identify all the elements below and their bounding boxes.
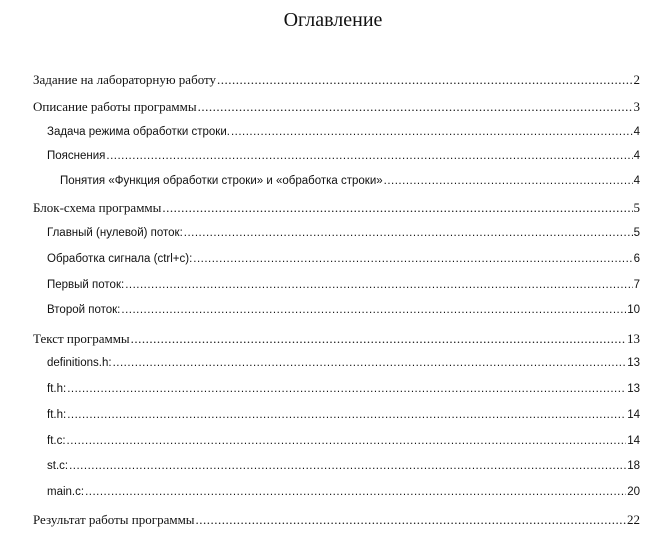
toc-entry[interactable] bbox=[47, 304, 640, 322]
toc-entry-label: main.c: bbox=[47, 486, 85, 498]
toc-dot-leader bbox=[131, 331, 626, 347]
toc-entry-page: 22 bbox=[627, 512, 640, 527]
toc-entry-label: definitions.h: bbox=[47, 357, 112, 369]
toc-dot-leader bbox=[113, 357, 627, 369]
toc-entry[interactable] bbox=[33, 72, 640, 90]
toc-entry-label: Пояснения bbox=[47, 150, 106, 162]
toc-entry[interactable] bbox=[47, 409, 640, 427]
toc-entry[interactable] bbox=[47, 253, 640, 271]
toc-dot-leader bbox=[384, 175, 633, 187]
toc-entry-page: 5 bbox=[633, 227, 640, 239]
toc-dot-leader bbox=[69, 460, 626, 472]
toc-entry-label: Задание на лабораторную работу bbox=[33, 72, 217, 87]
toc-entry-page: 4 bbox=[633, 175, 640, 187]
toc-dot-leader bbox=[162, 200, 632, 216]
toc-entry-page: 13 bbox=[627, 357, 640, 369]
toc-entry-label: Описание работы программы bbox=[33, 99, 197, 114]
toc-entry-label: Блок-схема программы bbox=[33, 200, 162, 215]
toc-entry[interactable] bbox=[47, 227, 640, 245]
toc-entry[interactable] bbox=[47, 460, 640, 478]
toc-entry[interactable] bbox=[47, 150, 640, 168]
toc-entry-label: Понятия «Функция обработки строки» и «обработка строки» bbox=[60, 175, 383, 187]
toc-entry-page: 18 bbox=[627, 460, 640, 472]
toc-entry[interactable] bbox=[47, 279, 640, 297]
toc-entry[interactable] bbox=[47, 357, 640, 375]
page-title: Оглавление bbox=[283, 9, 383, 31]
toc-entry-page: 20 bbox=[627, 486, 640, 498]
toc-dot-leader bbox=[217, 72, 632, 88]
toc-entry-label: ft.c: bbox=[47, 435, 66, 447]
toc-entry-label: ft.h: bbox=[47, 383, 67, 395]
toc-entry[interactable] bbox=[47, 486, 640, 504]
toc-entry[interactable] bbox=[33, 200, 640, 218]
toc-entry-page: 5 bbox=[633, 200, 640, 215]
toc-entry-page: 3 bbox=[633, 99, 640, 114]
toc-entry[interactable] bbox=[47, 435, 640, 453]
toc-dot-leader bbox=[121, 304, 626, 316]
toc-entry-label: Главный (нулевой) поток: bbox=[47, 227, 183, 239]
toc-dot-leader bbox=[193, 253, 632, 265]
toc-entry-label: Второй поток: bbox=[47, 304, 121, 316]
toc-entry-page: 4 bbox=[633, 150, 640, 162]
toc-entry[interactable] bbox=[33, 512, 640, 530]
toc-entry-label: ft.h: bbox=[47, 409, 67, 421]
toc-entry-page: 2 bbox=[633, 72, 640, 87]
toc-entry[interactable] bbox=[33, 99, 640, 117]
toc-entry-page: 13 bbox=[627, 383, 640, 395]
toc-entry-label: Обработка сигнала (ctrl+c): bbox=[47, 253, 193, 265]
toc-dot-leader bbox=[106, 150, 632, 162]
toc-dot-leader bbox=[67, 435, 627, 447]
toc-dot-leader bbox=[184, 227, 633, 239]
toc-entry-label: Первый поток: bbox=[47, 279, 125, 291]
toc-entry-page: 7 bbox=[633, 279, 640, 291]
toc-dot-leader bbox=[198, 99, 633, 115]
toc-entry[interactable] bbox=[47, 383, 640, 401]
toc-entry-label: Текст программы bbox=[33, 331, 130, 346]
toc-entry-page: 13 bbox=[627, 331, 640, 346]
toc-dot-leader bbox=[67, 383, 626, 395]
toc-dot-leader bbox=[125, 279, 632, 291]
toc-entry-label: st.c: bbox=[47, 460, 69, 472]
toc-dot-leader bbox=[231, 126, 633, 138]
toc-entry-page: 4 bbox=[633, 126, 640, 138]
toc-entry-label: Результат работы программы bbox=[33, 512, 195, 527]
toc-entry-page: 14 bbox=[627, 409, 640, 421]
toc-entry[interactable] bbox=[33, 331, 640, 349]
toc-entry-label: Задача режима обработки строки. bbox=[47, 126, 230, 138]
toc-entry[interactable] bbox=[60, 175, 640, 193]
toc-entry-page: 10 bbox=[627, 304, 640, 316]
toc-dot-leader bbox=[67, 409, 626, 421]
toc-entry-page: 6 bbox=[633, 253, 640, 265]
toc-entry[interactable] bbox=[47, 126, 640, 144]
toc-entry-page: 14 bbox=[627, 435, 640, 447]
toc-dot-leader bbox=[196, 512, 626, 528]
toc-dot-leader bbox=[85, 486, 626, 498]
